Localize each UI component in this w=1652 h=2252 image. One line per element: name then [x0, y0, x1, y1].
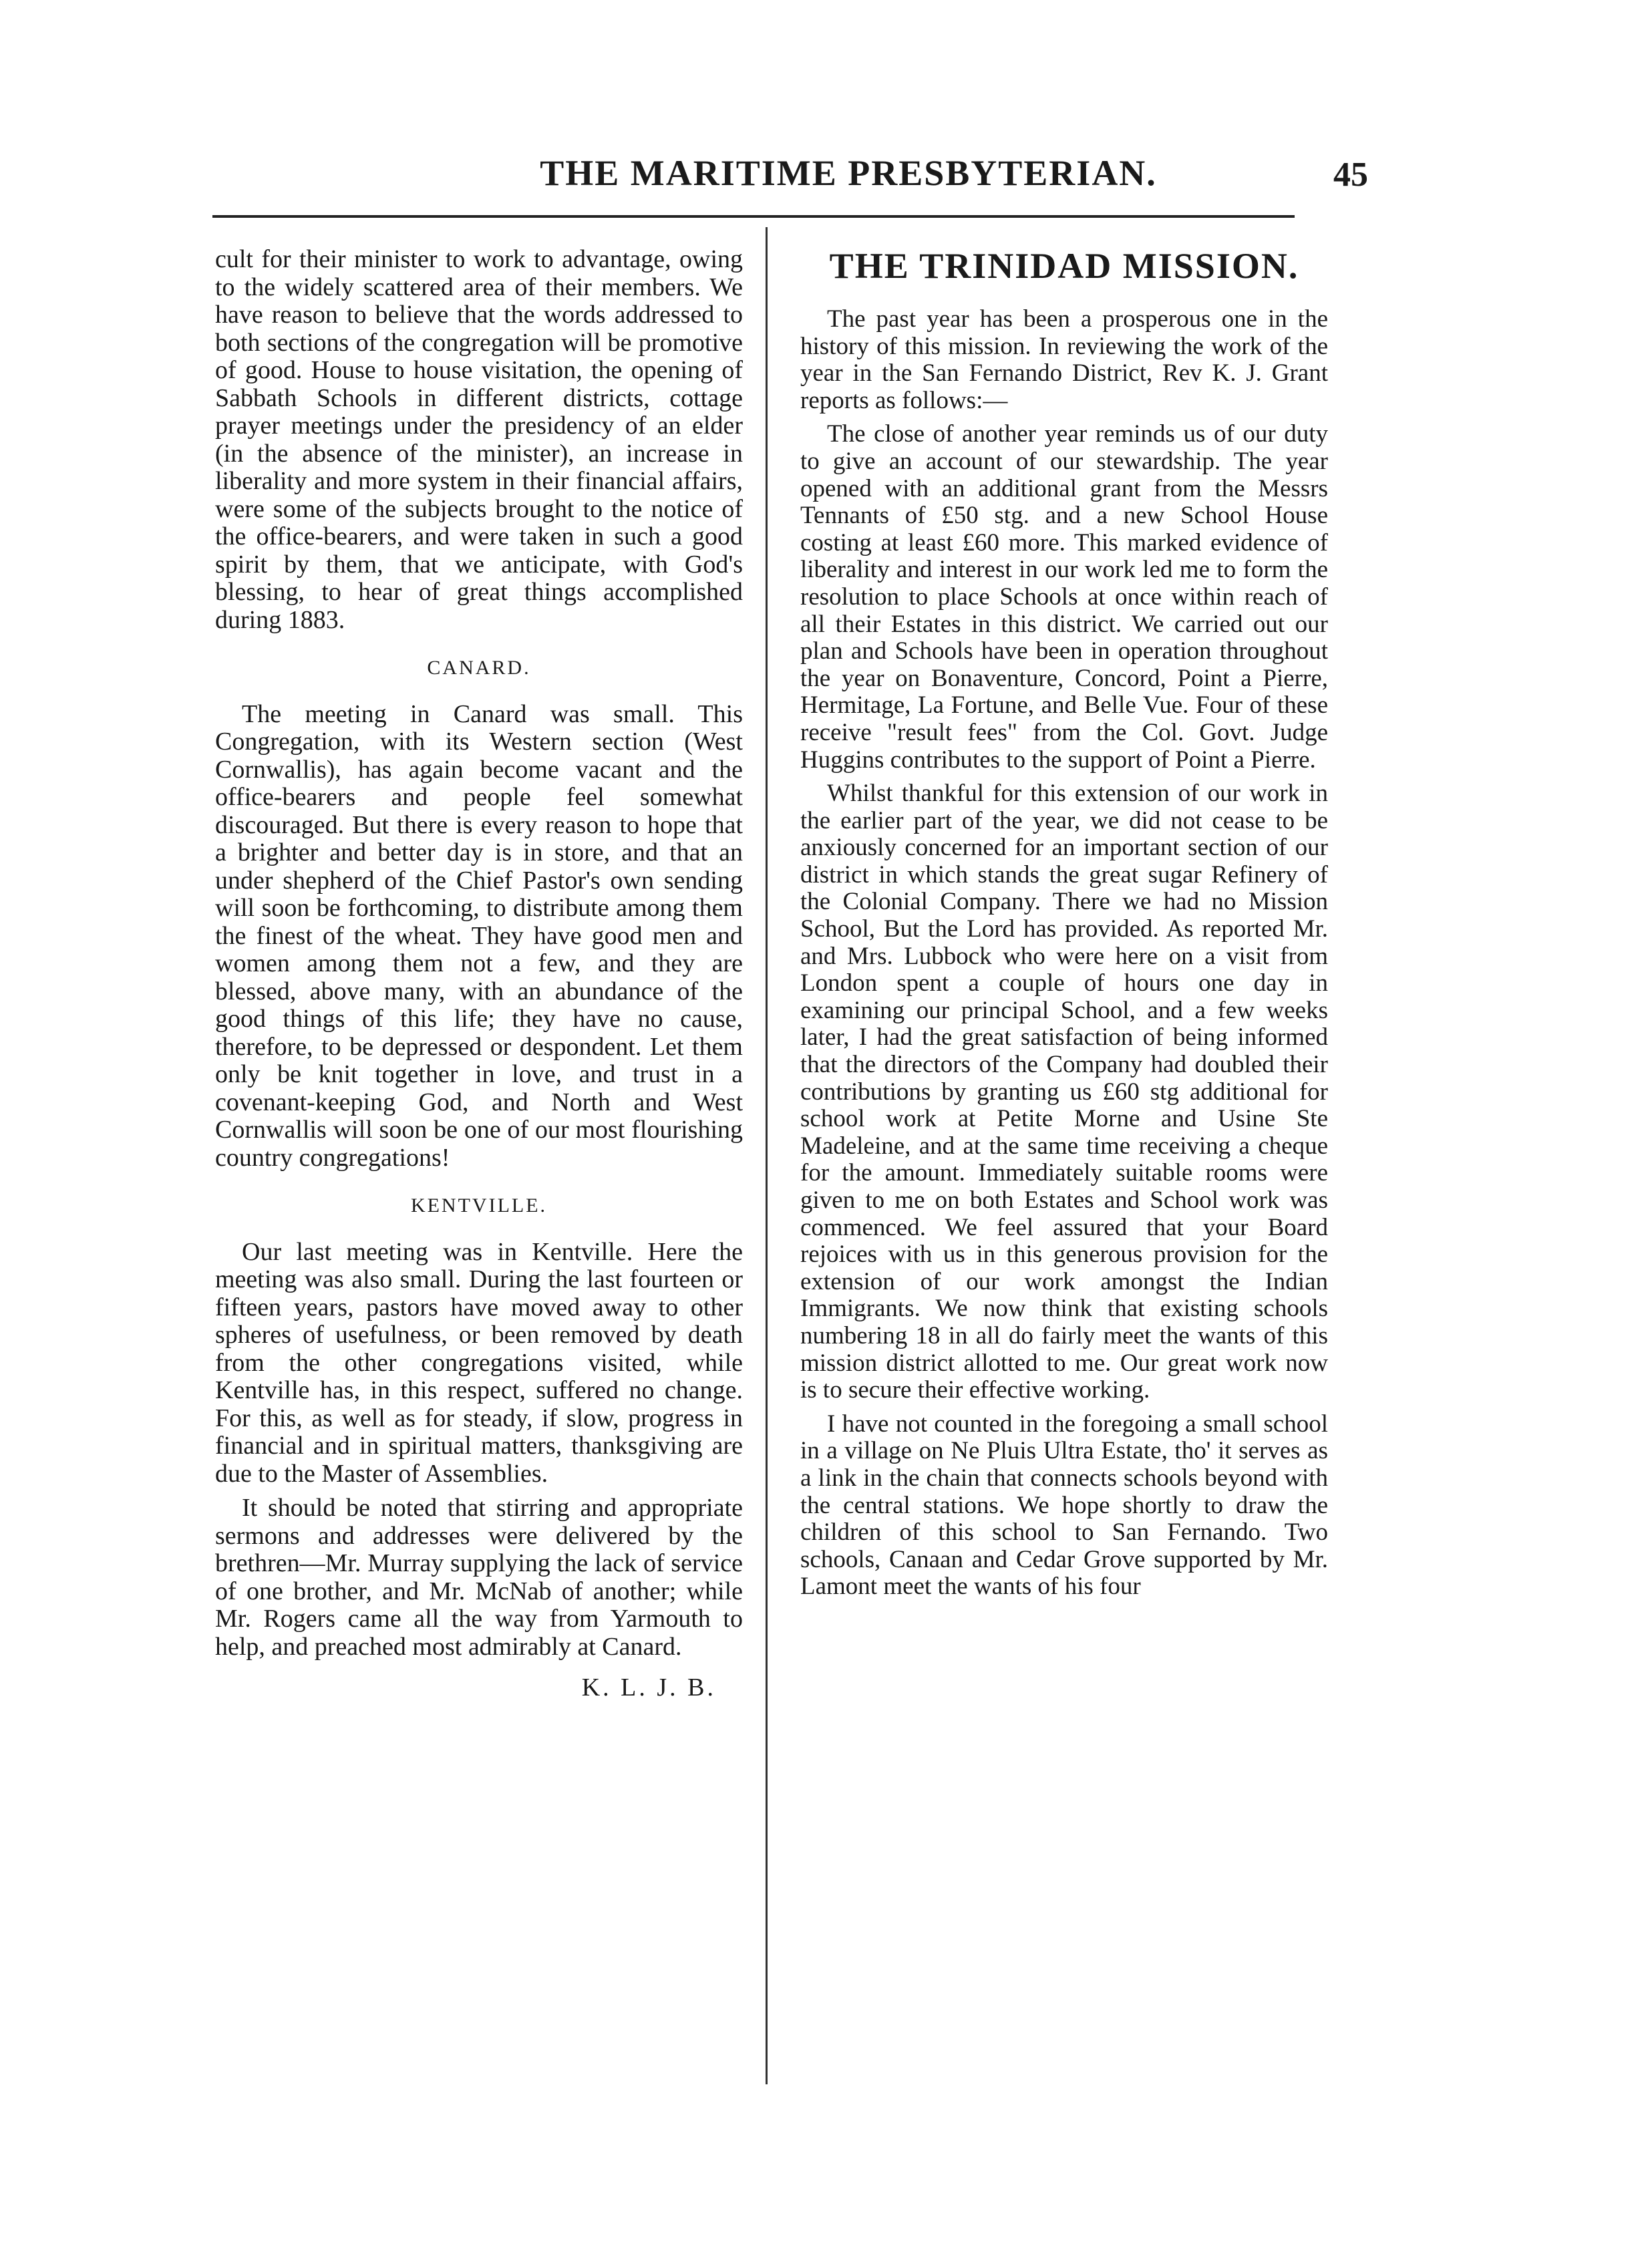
section-heading-kentville: KENTVILLE. [410, 1194, 548, 1217]
continued-paragraph: cult for their minister to work to advantage, owing to the widely scattered area of their members. We have reason to believe that the words addressed to both sections of the congregation will be promotive of good. House to house visitation, the opening of Sabbath Schools in different districts, cottage prayer meetings under the presidency of an elder (in the absence of the minister), an increase in liberality and more system in their financial affairs, were some of the subjects brought to the notice of the office-bearers, and were taken in such a good spirit by them, that we anticipate, with God's blessing, to hear of great things accomplished during 1883. [215, 245, 743, 634]
section-heading-canard: CANARD. [427, 657, 531, 679]
kentville-paragraph-2: It should be noted that stirring and appropriate sermons and addresses were delivered by the brethren—Mr. Murray supplying the lack of service of one brother, and Mr. McNab of another; while Mr. Rogers came all the way from Yarmouth to help, and preached most admirably at Canard. [215, 1494, 743, 1661]
right-column [800, 246, 1328, 1607]
running-title: THE MARITIME PRESBYTERIAN. [540, 153, 1157, 193]
article-title: THE TRINIDAD MISSION. [829, 246, 1299, 286]
column-divider [766, 227, 768, 2084]
canard-paragraph: The meeting in Canard was small. This Congregation, with its Western section (West Cornwallis), has again become vacant and the office-bearers and people feel somewhat discouraged. But there is every reason to hope that a brighter and better day is in store, and that an under shepherd of the Chief Pastor's own sending will soon be forthcoming, to distribute among them the finest of the wheat. They have good men and women among them not a few, and they are blessed, above many, with an abundance of the good things of this life; they have no cause, therefore, to be depressed or despondent. Let them only be knit together in love, and trust in a covenant-keeping God, and North and West Cornwallis will soon be one of our most flourishing country congregations! [215, 699, 743, 1172]
report-paragraph-3: I have not counted in the foregoing a small school in a village on Ne Pluis Ultra Estate, tho' it serves as a link in the chain that connects schools beyond with the central stations. We hope shortly to draw the children of this school to San Fernando. Two schools, Canaan and Cedar Grove supported by Mr. Lamont meet the wants of his four [800, 1410, 1328, 1601]
page-number: 45 [1333, 156, 1368, 194]
header-rule [212, 215, 1295, 218]
intro-paragraph: The past year has been a prosperous one in the history of this mission. In reviewing the work of the year in the San Fernando District, Rev K. J. Grant reports as follows:— [800, 305, 1328, 414]
report-paragraph-1: The close of another year reminds us of our duty to give an account of our stewardship. The year opened with an additional grant from the Messrs Tennants of £50 stg. and a new School House costing at least £60 more. This marked evidence of liberality and interest in our work led me to form the resolution to place Schools at once within reach of all their Estates in this district. We carried out our plan and Schools have been in operation throughout the year on Bonaventure, Concord, Point a Pierre, Hermitage, La Fortune, and Belle Vue. Four of these receive "result fees" from the Col. Govt. Judge Huggins contributes to the support of Point a Pierre. [800, 420, 1328, 774]
report-paragraph-2: Whilst thankful for this extension of our work in the earlier part of the year, we did not cease to be anxiously concerned for an important section of our district in which stands the great sugar Refinery of the Colonial Company. There we had no Mission School, But the Lord has provided. As reported Mr. and Mrs. Lubbock who were here on a visit from London spent a couple of hours one day in examining our principal School, and a few weeks later, I had the great satisfaction of being informed that the directors of the Company had doubled their contributions by granting us £60 stg additional for school work at Petite Morne and Usine Ste Madeleine, and at the same time receiving a cheque for the amount. Immediately suitable rooms were given to me on both Estates and School work was commenced. We feel assured that your Board rejoices with us in this generous provision for the extension of our work amongst the Indian Immigrants. We now think that existing schools numbering 18 in all do fairly meet the wants of this mission district allotted to me. Our great work now is to secure their effective working. [800, 780, 1328, 1404]
left-column [215, 246, 743, 1709]
kentville-paragraph-1: Our last meeting was in Kentville. Here the meeting was also small. During the last fourteen or fifteen years, pastors have moved away to other spheres of usefulness, or been removed by death from the other congregations visited, while Kentville has, in this respect, suffered no change. For this, as well as for steady, if slow, progress in financial and in spiritual matters, thanksgiving are due to the Master of Assemblies. [215, 1237, 743, 1488]
author-signature: K. L. J. B. [581, 1673, 716, 1702]
